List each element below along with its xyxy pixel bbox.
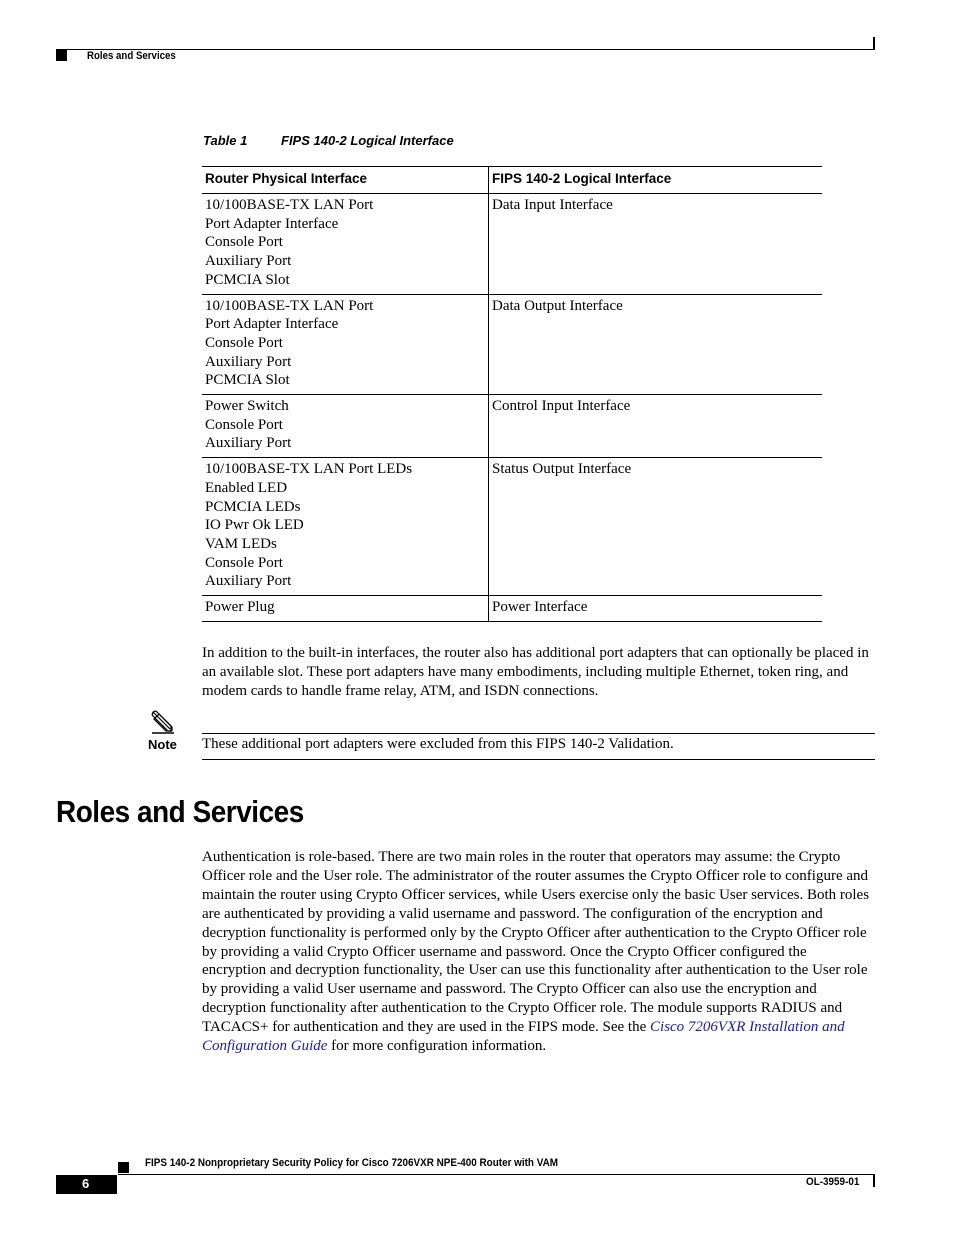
physical-interface-item: Auxiliary Port xyxy=(205,435,292,452)
physical-interface-cell xyxy=(202,294,489,395)
physical-interface-item: PCMCIA Slot xyxy=(205,271,290,288)
section-text-after-link: for more configuration information. xyxy=(327,1038,547,1055)
physical-interface-item: Console Port xyxy=(205,554,283,571)
footer-rule xyxy=(118,1174,875,1175)
note-rule-bottom xyxy=(202,759,875,760)
section-paragraph xyxy=(202,848,874,1056)
table-header-row xyxy=(202,167,822,194)
physical-interface-item: Power Plug xyxy=(205,599,275,616)
physical-interface-item: VAM LEDs xyxy=(205,535,277,552)
table-caption-title: FIPS 140-2 Logical Interface xyxy=(281,133,454,148)
logical-interface-table xyxy=(202,166,822,622)
physical-interface-item: 10/100BASE-TX LAN Port xyxy=(205,197,374,213)
table-header-physical: Router Physical Interface xyxy=(202,167,489,194)
physical-interface-item: 10/100BASE-TX LAN Port xyxy=(205,297,374,314)
physical-interface-item: Console Port xyxy=(205,416,283,433)
footer-marker xyxy=(118,1162,129,1173)
physical-interface-item: 10/100BASE-TX LAN Port LEDs xyxy=(205,461,413,478)
physical-interface-cell xyxy=(202,596,489,622)
table-row xyxy=(202,458,822,596)
installation-guide-link[interactable]: Cisco 7206VXR Installation and Configuration Guide xyxy=(202,1019,845,1055)
footer-tick xyxy=(873,1175,875,1187)
logical-interface-cell: Status Output Interface xyxy=(492,461,632,478)
note-label: Note xyxy=(148,737,177,752)
physical-interface-item: Power Switch xyxy=(205,398,289,415)
table-caption xyxy=(203,133,454,148)
physical-interface-item: Auxiliary Port xyxy=(205,353,292,370)
logical-interface-cell: Data Output Interface xyxy=(492,297,623,314)
table-row xyxy=(202,294,822,395)
table-caption-number: Table 1 xyxy=(203,133,248,148)
page-number: 6 xyxy=(82,1176,90,1191)
physical-interface-item: IO Pwr Ok LED xyxy=(205,517,304,534)
physical-interface-cell xyxy=(202,395,489,458)
physical-interface-item: Console Port xyxy=(205,334,283,351)
section-title: Roles and Services xyxy=(56,794,304,829)
running-header-label: Roles and Services xyxy=(87,50,176,62)
table-body xyxy=(202,194,822,622)
header-rule xyxy=(56,49,874,50)
document-number: OL-3959-01 xyxy=(806,1176,860,1188)
physical-interface-item: PCMCIA LEDs xyxy=(205,498,301,515)
table-row xyxy=(202,395,822,458)
pencil-note-icon xyxy=(150,709,176,740)
physical-interface-cell xyxy=(202,458,489,596)
table-row xyxy=(202,194,822,295)
body-paragraph: In addition to the built-in interfaces, the router also has additional port adapters that can optionally be placed in an available slot. These port adapters have many embodiments, including multiple Ethernet, token ring, and modem cards to handle frame relay, ATM, and ISDN connections. xyxy=(202,645,869,699)
physical-interface-item: PCMCIA Slot xyxy=(205,372,290,389)
note-text: These additional port adapters were excluded from this FIPS 140-2 Validation. xyxy=(202,736,674,752)
physical-interface-item: Console Port xyxy=(205,234,283,251)
header-marker xyxy=(56,50,67,61)
physical-interface-item: Auxiliary Port xyxy=(205,253,292,270)
physical-interface-cell xyxy=(202,194,489,295)
logical-interface-cell: Data Input Interface xyxy=(492,197,613,213)
section-text-before-link: Authentication is role-based. There are two main roles in the router that operators may assume: the Crypto Officer role and the User role. The administrator of the router assumes the Crypto Officer role to configure and maintain the router using Crypto Officer services, while Users exercise only the basic User services. Both roles are authenticated by providing a valid username and password. The configuration of the encryption and decryption functionality is performed only by the Crypto Officer after authentication to the Crypto Officer role by providing a valid Crypto Officer username and password. Once the Crypto Officer configured the encryption and decryption functionality, the User can use this functionality after authentication to the User role by providing a valid User username and password. The Crypto Officer can also use the encryption and decryption functionality after authentication to the Crypto Officer role. The module supports RADIUS and TACACS+ for authentication and they are used in the FIPS mode. See the xyxy=(202,849,870,1036)
physical-interface-item: Port Adapter Interface xyxy=(205,215,339,232)
table-row xyxy=(202,596,822,622)
physical-interface-item: Enabled LED xyxy=(205,479,288,496)
physical-interface-item: Port Adapter Interface xyxy=(205,316,339,333)
note-rule-top xyxy=(202,733,875,734)
logical-interface-cell: Control Input Interface xyxy=(492,398,631,415)
table-header-logical: FIPS 140-2 Logical Interface xyxy=(492,171,672,186)
footer-title: FIPS 140-2 Nonproprietary Security Policy for Cisco 7206VXR NPE-400 Router with VAM xyxy=(145,1157,558,1169)
logical-interface-cell: Power Interface xyxy=(492,599,588,616)
header-tick xyxy=(873,37,875,50)
physical-interface-item: Auxiliary Port xyxy=(205,573,292,590)
